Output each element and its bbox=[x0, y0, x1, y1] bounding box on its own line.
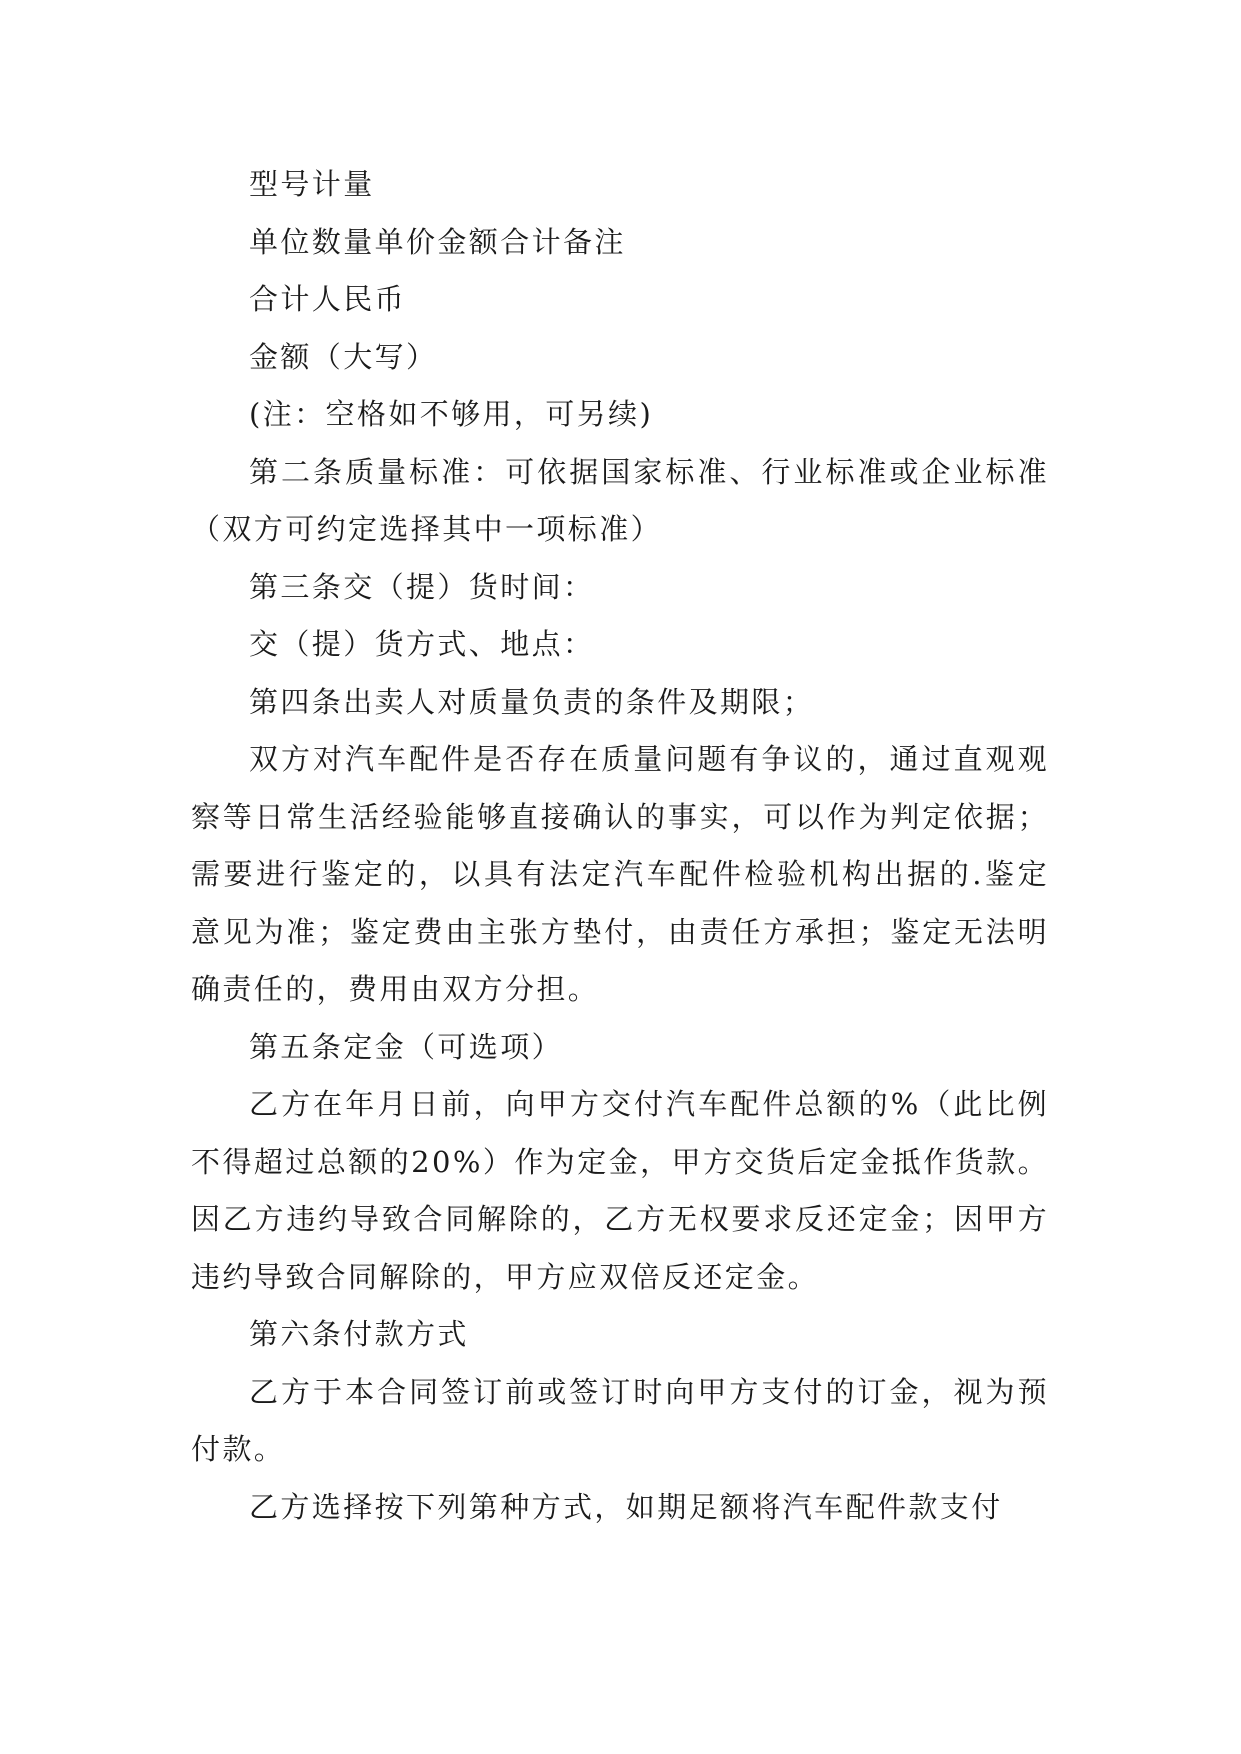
table-header-line: 单位数量单价金额合计备注 bbox=[249, 224, 626, 259]
article-4-quality-liability: 第四条出卖人对质量负责的条件及期限； bbox=[249, 684, 815, 719]
model-measure-line: 型号计量 bbox=[249, 167, 375, 201]
prepayment-paragraph: 乙方于本合同签订前或签订时向甲方支付的订金，视为预付款。 bbox=[191, 1374, 1049, 1466]
total-rmb-line: 合计人民币 bbox=[249, 282, 407, 316]
article-3-delivery-time: 第三条交（提）货时间： bbox=[249, 569, 595, 604]
deposit-terms-paragraph: 乙方在年月日前，向甲方交付汽车配件总额的%（此比例不得超过总额的20%）作为定金，甲方交货后定金抵作货款。因乙方违约导致合同解除的，乙方无权要求反还定金；因甲方违约导致合同解除的，甲方应双倍反还定金。 bbox=[191, 1087, 1049, 1294]
payment-option-paragraph: 乙方选择按下列第种方式，如期足额将汽车配件款支付 bbox=[249, 1489, 1003, 1524]
delivery-method-location: 交（提）货方式、地点： bbox=[249, 627, 595, 661]
amount-in-words-line: 金额（大写） bbox=[249, 339, 438, 374]
note-line: (注：空格如不够用，可另续) bbox=[249, 397, 654, 431]
article-2-quality-standard: 第二条质量标准：可依据国家标准、行业标准或企业标准（双方可约定选择其中一项标准） bbox=[191, 454, 1049, 546]
article-6-payment-method: 第六条付款方式 bbox=[249, 1317, 469, 1351]
document-body bbox=[191, 156, 1049, 1536]
article-5-deposit: 第五条定金（可选项） bbox=[249, 1029, 564, 1064]
quality-dispute-paragraph: 双方对汽车配件是否存在质量问题有争议的，通过直观观察等日常生活经验能够直接确认的事实，可以作为判定依据；需要进行鉴定的，以具有法定汽车配件检验机构出据的.鉴定意见为准；鉴定费由主张方垫付，由责任方承担；鉴定无法明确责任的，费用由双方分担。 bbox=[191, 742, 1049, 1006]
